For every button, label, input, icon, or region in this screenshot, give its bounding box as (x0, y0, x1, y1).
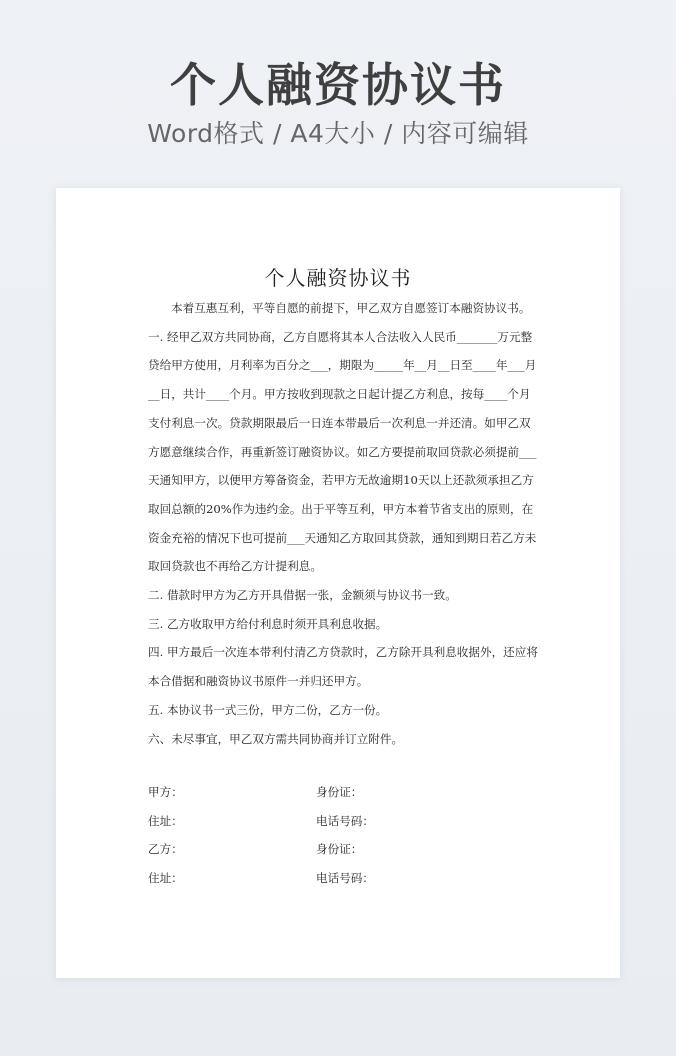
document-paper[interactable] (56, 188, 620, 978)
phone-a-label[interactable]: 电话号码： (316, 813, 374, 828)
clause-3[interactable]: 三. 乙方收取甲方给付利息时须开具利息收据。 (148, 616, 388, 631)
clause-1[interactable]: 一. 经甲乙双方共同协商，乙方自愿将其本人合法收入人民币_______万元整贷给甲方使用，月利率为百分之___，期限为_____年__月__日至____年___月__日，共计____个月。甲方按收到现款之日起计提乙方利息，按每____个月支付利息一次。贷款期限最后一日连本带最后一次利息一并还清。如甲乙双方愿意继续合作，再重新签订融资协议。如乙方要提前取回贷款必须提前___天通知甲方，以便甲方筹备资金，若甲方无故逾期10天以上还款须承担乙方取回总额的20%作为违约金。出于平等互利，甲方本着节省支出的原则，在资金充裕的情况下也可提前___天通知乙方取回其贷款，通知到期日若乙方未取回贷款也不再给乙方计提利息。 (148, 329, 537, 574)
document-body[interactable] (148, 294, 538, 753)
clause-4[interactable]: 四. 甲方最后一次连本带利付清乙方贷款时，乙方除开具利息收据外，还应将本合借据和融资协议书原件一并归还甲方。 (148, 645, 538, 689)
clause-5[interactable]: 五. 本协议书一式三份，甲方二份，乙方一份。 (148, 702, 388, 717)
page-header (0, 0, 676, 175)
address-a-label[interactable]: 住址： (148, 813, 183, 828)
document-title[interactable]: 个人融资协议书 (264, 266, 412, 290)
page-subtitle: Word格式 / A4大小 / 内容可编辑 (147, 119, 529, 148)
signature-row-a (148, 778, 528, 807)
intro-paragraph[interactable]: 本着互惠互利，平等自愿的前提下，甲乙双方自愿签订本融资协议书。 (171, 301, 531, 315)
signature-row-b (148, 835, 528, 864)
id-card-a-label[interactable]: 身份证： (316, 785, 363, 799)
signature-row-b-address (148, 864, 528, 893)
id-card-b-label[interactable]: 身份证： (316, 842, 363, 857)
address-b-label[interactable]: 住址： (148, 871, 183, 886)
signature-section[interactable] (148, 778, 528, 893)
signature-row-a-address (148, 807, 528, 836)
party-a-label[interactable]: 甲方： (148, 785, 183, 799)
page-title: 个人融资协议书 (170, 58, 506, 112)
clause-2[interactable]: 二. 借款时甲方为乙方开具借据一张，金额须与协议书一致。 (148, 588, 457, 603)
clause-6[interactable]: 六、未尽事宜，甲乙双方需共同协商并订立附件。 (148, 731, 404, 746)
party-b-label[interactable]: 乙方： (148, 842, 183, 857)
phone-b-label[interactable]: 电话号码： (316, 871, 374, 886)
